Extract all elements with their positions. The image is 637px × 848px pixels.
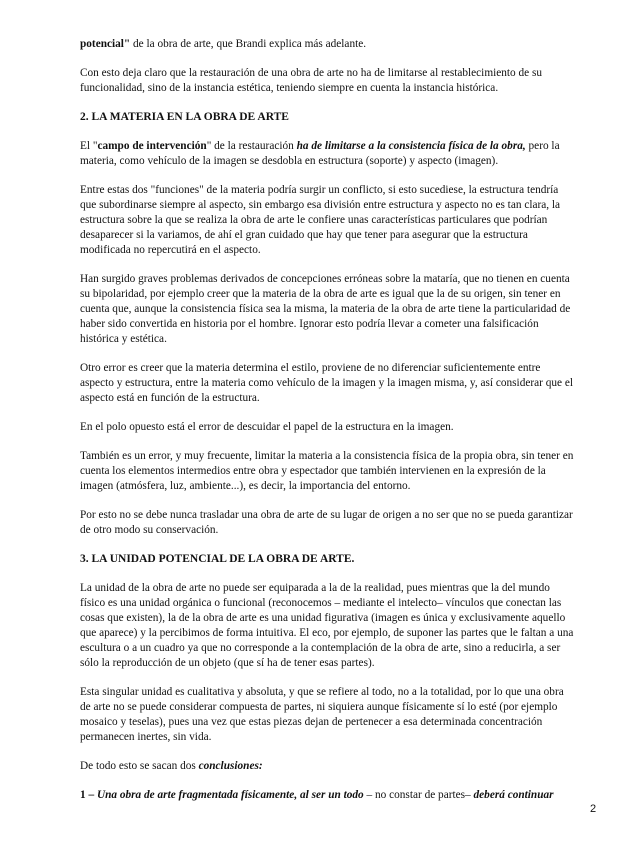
paragraph: Otro error es creer que la materia determina el estilo, proviene de no diferenciar suficientemente entre aspecto y estructura, entre la materia como vehículo de la imagen y la imagen misma, y, así considerar que el aspecto está en función de la estructura. [80,362,574,404]
bold-text: 1 – [80,789,97,801]
paragraph-text: El " [80,140,98,152]
paragraph-text: – no constar de partes– [363,789,474,801]
bold-italic-text: Una obra de arte fragmentada físicamente, al ser un todo [96,789,364,801]
paragraph [80,139,576,169]
section-heading-3: 3. LA UNIDAD POTENCIAL DE LA OBRA DE ARTE. [80,553,355,565]
paragraph [80,759,576,774]
page-number: 2 [590,803,597,815]
paragraph: Por esto no se debe nunca trasladar una obra de arte de su lugar de origen a no ser que no se pueda garantizar de otro modo su conservación. [80,509,573,536]
bold-text: campo de intervención [97,140,207,152]
section-heading-2: 2. LA MATERIA EN LA OBRA DE ARTE [80,111,289,123]
bold-text: potencial" [80,38,131,50]
paragraph-text: de la obra de arte, que Brandi explica más adelante. [130,38,367,50]
paragraph-text: De todo esto se sacan dos [80,760,199,772]
paragraph: También es un error, y muy frecuente, limitar la materia a la consistencia física de la propia obra, sin tener en cuenta los elementos intermedios entre obra y espectador que también intervienen en la expresión de la imagen (atmósfera, luz, ambiente...), es decir, la importancia del entorno. [80,450,574,492]
paragraph: La unidad de la obra de arte no puede ser equiparada a la de la realidad, pues mientras que la del mundo físico es una unidad orgánica o funcional (reconocemos – mediante el intelecto– vínculos que conectan las cosas que existen), la de la obra de arte es una unidad figurativa (imagen es única y exclusivamente aquello que aparece) y la percibimos de forma intuitiva. El eco, por ejemplo, de suponer las partes que le faltan a una escultura o a un cuadro ya que no corresponde a la contemplación de la obra de arte, sino a reducirla, a ser sólo la reproducción de un objeto (que sí ha de tener esas partes). [80,582,574,669]
paragraph [80,37,576,52]
bold-italic-text: conclusiones: [198,760,263,772]
paragraph: En el polo opuesto está el error de descuidar el papel de la estructura en la imagen. [80,421,454,433]
paragraph [80,788,576,803]
bold-italic-text: ha de limitarse a la consistencia física de la obra, [296,140,526,152]
paragraph: Con esto deja claro que la restauración de una obra de arte no ha de limitarse al restablecimiento de su funcionalidad, sino de la instancia estética, teniendo siempre en cuenta la instancia histórica. [80,67,543,94]
paragraph: Entre estas dos "funciones" de la materia podría surgir un conflicto, si esto sucediese, la estructura tendría que subordinarse siempre al aspecto, sin embargo esa división entre estructura y aspecto no es tan clara, la estructura sobre la que se realiza la obra de arte le confiere unas características particulares que podrían desaparecer si la variamos, de ahí el gran cuidado que hay que tener para asegurar que la estructura modificada no repercutirá en el aspecto. [80,184,561,256]
bold-italic-text: deberá continuar [473,789,554,801]
paragraph-text: pero la materia, como vehículo de la imagen se desdobla en estructura (soporte) y aspecto (imagen). [80,140,560,167]
paragraph-text: " de la restauración [206,140,297,152]
document-page [80,37,576,817]
paragraph: Esta singular unidad es cualitativa y absoluta, y que se refiere al todo, no a la totalidad, por lo que una obra de arte no se puede considerar compuesta de partes, ni siquiera aunque físicamente sí lo esté (por ejemplo mosaico y teselas), pues una vez que estas piezas dejan de pertenecer a esa determinada concentración permanecen inertes, sin vida. [80,686,564,743]
paragraph: Han surgido graves problemas derivados de concepciones erróneas sobre la mataría, que no tienen en cuenta su bipolaridad, por ejemplo creer que la materia de la obra de arte es igual que la de su origen, sin tener en cuenta que, aunque la consistencia física sea la misma, la materia de la obra de arte tiene la particularidad de haber sido convertida en historia por el hombre. Ignorar esto podría llevar a cometer una falsificación histórica y estética. [80,273,571,345]
